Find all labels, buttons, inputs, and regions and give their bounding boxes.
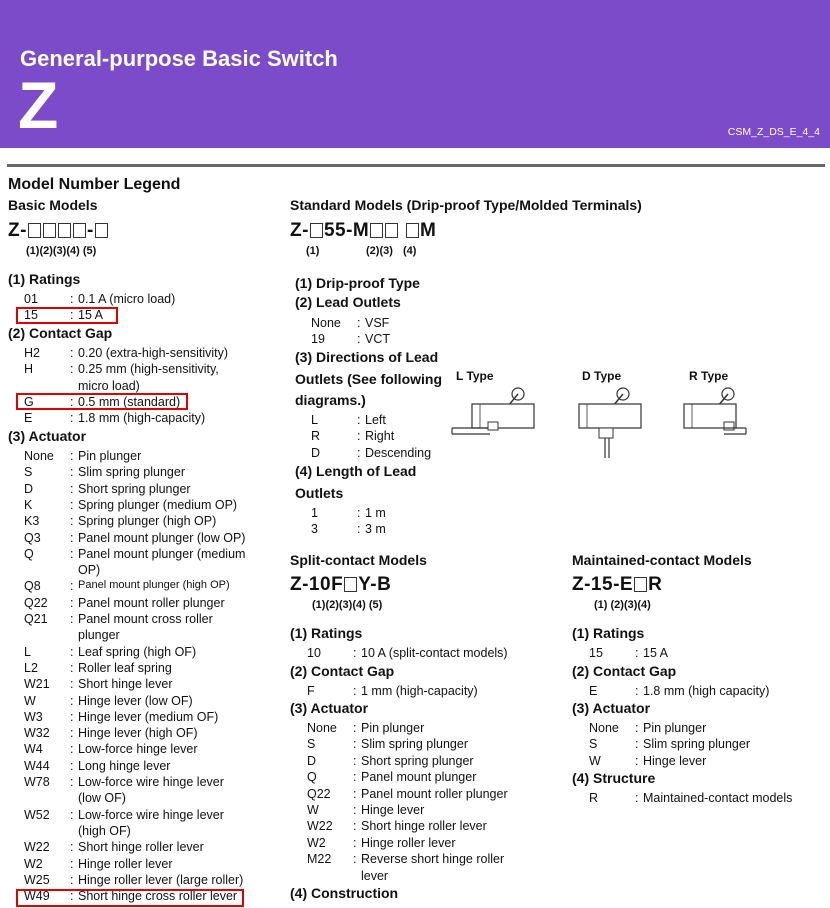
maintained-models-title: Maintained-contact Models bbox=[572, 552, 752, 568]
lead-outlet-separator: : bbox=[357, 332, 361, 346]
basic-model-nums: (1)(2)(3)(4) (5) bbox=[26, 245, 97, 257]
standard-models-title: Standard Models (Drip-proof Type/Molded Terminals) bbox=[290, 197, 642, 213]
basic-actuator-value: Hinge roller lever (large roller) bbox=[78, 872, 244, 887]
basic-actuator-key: Q22 bbox=[24, 595, 48, 610]
basic-ratings-title: (1) Ratings bbox=[8, 271, 81, 287]
split-actuator-separator: : bbox=[353, 721, 357, 735]
lead-length-separator: : bbox=[357, 506, 361, 520]
basic-actuator-separator: : bbox=[70, 449, 74, 463]
split-actuator-key: W22 bbox=[307, 819, 333, 834]
lead-length-key: 1 bbox=[311, 506, 318, 520]
basic-gap-key: H bbox=[24, 362, 34, 377]
standard-nums-2: (2)(3) bbox=[366, 245, 393, 257]
basic-actuator-key: L bbox=[24, 644, 31, 659]
basic-actuator-key: W49 bbox=[24, 889, 50, 904]
basic-actuator-separator: : bbox=[70, 497, 74, 512]
maintained-actuator-separator: : bbox=[635, 737, 639, 752]
basic-gap-separator: : bbox=[70, 362, 74, 377]
split-ratings-title: (1) Ratings bbox=[290, 625, 363, 641]
basic-gap-separator: : bbox=[70, 394, 74, 409]
basic-actuator-key: K3 bbox=[24, 514, 40, 529]
basic-actuator-value: Slim spring plunger bbox=[78, 465, 185, 480]
split-actuator-key: None bbox=[307, 721, 337, 735]
lead-outlet-key: 19 bbox=[311, 332, 325, 346]
basic-actuator-key: D bbox=[24, 481, 34, 496]
maintained-actuator-key: W bbox=[589, 753, 601, 768]
maintained-actuator-title: (3) Actuator bbox=[572, 700, 651, 716]
directions-title-3: diagrams.) bbox=[295, 392, 366, 408]
basic-actuator-key: Q bbox=[24, 546, 34, 561]
basic-actuator-value: Panel mount roller plunger bbox=[78, 595, 225, 610]
basic-gap-separator: : bbox=[70, 411, 74, 426]
lead-direction-key: D bbox=[311, 445, 321, 460]
split-actuator-value: Slim spring plunger bbox=[361, 737, 468, 752]
split-actuator-value: Hinge roller lever bbox=[361, 835, 456, 850]
maintained-gap-key: E bbox=[589, 684, 598, 698]
basic-actuator-separator: : bbox=[70, 514, 74, 529]
highlight-w49 bbox=[16, 889, 244, 907]
basic-actuator-key: None bbox=[24, 449, 54, 463]
maintained-actuator-key: None bbox=[589, 721, 619, 735]
split-actuator-value: Short hinge roller lever bbox=[361, 819, 487, 834]
basic-actuator-key: W78 bbox=[24, 775, 50, 789]
split-actuator-value: Short spring plunger bbox=[361, 753, 474, 768]
basic-actuator-key: W32 bbox=[24, 726, 50, 741]
basic-actuator-value: Long hinge lever bbox=[78, 758, 171, 773]
split-actuator-separator: : bbox=[353, 819, 357, 834]
basic-actuator-key: W2 bbox=[24, 856, 43, 871]
basic-actuator-separator: : bbox=[70, 856, 74, 871]
basic-actuator-separator: : bbox=[70, 872, 74, 887]
length-title-2: Outlets bbox=[295, 485, 344, 501]
basic-gap-value: 0.25 mm (high-sensitivity, bbox=[78, 362, 219, 377]
lead-direction-value: Left bbox=[365, 413, 386, 427]
basic-actuator-separator: : bbox=[70, 595, 74, 610]
split-actuator-separator: : bbox=[353, 852, 357, 867]
basic-actuator-value: Hinge lever (medium OF) bbox=[78, 709, 219, 724]
basic-actuator-value: Spring plunger (high OP) bbox=[78, 514, 217, 529]
basic-actuator-separator: : bbox=[70, 775, 74, 789]
maintained-actuator-separator: : bbox=[635, 753, 639, 768]
basic-actuator-value: Panel mount cross roller bbox=[78, 612, 213, 626]
lead-outlets-title: (2) Lead Outlets bbox=[295, 294, 401, 310]
split-rating-value: 10 A (split-contact models) bbox=[361, 646, 508, 660]
basic-actuator-separator: : bbox=[70, 693, 74, 708]
highlight-15a bbox=[16, 307, 118, 324]
basic-actuator-separator: : bbox=[70, 758, 74, 773]
basic-actuator-separator: : bbox=[70, 579, 74, 594]
header-banner bbox=[0, 0, 830, 148]
maintained-gap-separator: : bbox=[635, 684, 639, 698]
basic-actuator-key: Q3 bbox=[24, 530, 41, 545]
maintained-ratings-title: (1) Ratings bbox=[572, 625, 645, 641]
basic-rating-separator: : bbox=[70, 308, 74, 323]
lead-direction-separator: : bbox=[357, 413, 361, 427]
lead-outlet-key: None bbox=[311, 316, 341, 330]
basic-actuator-value: Panel mount plunger (medium bbox=[78, 546, 246, 561]
basic-actuator-value: Panel mount plunger (high OP) bbox=[78, 579, 230, 592]
standard-model-code: Z- 55-M M bbox=[290, 220, 437, 241]
divider bbox=[7, 164, 825, 167]
split-gap-title: (2) Contact Gap bbox=[290, 663, 395, 679]
split-actuator-separator: : bbox=[353, 753, 357, 768]
basic-rating-key: 15 bbox=[24, 308, 38, 323]
basic-actuator-value: Hinge lever (low OF) bbox=[78, 693, 193, 708]
r-type-diagram bbox=[680, 382, 750, 442]
basic-actuator-key: W bbox=[24, 693, 36, 708]
basic-actuator-key: W22 bbox=[24, 840, 50, 855]
basic-actuator-separator: : bbox=[70, 644, 74, 659]
split-actuator-value: Reverse short hinge roller bbox=[361, 852, 505, 867]
lead-length-value: 3 m bbox=[365, 522, 386, 536]
lead-direction-value: Right bbox=[365, 429, 395, 444]
r-type-label: R Type bbox=[689, 369, 729, 383]
length-title-1: (4) Length of Lead bbox=[295, 463, 417, 479]
split-actuator-value: Hinge lever bbox=[361, 803, 425, 817]
basic-actuator-value: Low-force hinge lever bbox=[78, 742, 198, 757]
maintained-actuator-value: Pin plunger bbox=[643, 721, 707, 735]
basic-rating-value: 15 A bbox=[78, 308, 104, 323]
lead-direction-key: L bbox=[311, 413, 318, 427]
basic-actuator-value: Short hinge lever bbox=[78, 677, 173, 692]
split-actuator-key: D bbox=[307, 753, 317, 768]
basic-actuator-value: Low-force wire hinge lever bbox=[78, 775, 224, 789]
legend-title: Model Number Legend bbox=[8, 176, 181, 193]
basic-actuator-separator: : bbox=[70, 742, 74, 757]
basic-actuator-value-cont: (high OF) bbox=[78, 823, 131, 838]
maintained-structure-separator: : bbox=[635, 791, 639, 805]
document-code: CSM_Z_DS_E_4_4 bbox=[727, 126, 820, 138]
basic-gap-separator: : bbox=[70, 346, 74, 360]
standard-nums-1: (1) bbox=[306, 245, 320, 257]
lead-length-key: 3 bbox=[311, 522, 318, 536]
lead-direction-value: Descending bbox=[365, 445, 432, 460]
d-type-label: D Type bbox=[582, 369, 622, 383]
directions-title-1: (3) Directions of Lead bbox=[295, 349, 439, 365]
split-actuator-key: Q bbox=[307, 770, 317, 785]
drip-proof-title: (1) Drip-proof Type bbox=[295, 275, 420, 291]
basic-actuator-separator: : bbox=[70, 709, 74, 724]
maintained-actuator-separator: : bbox=[635, 721, 639, 735]
split-gap-separator: : bbox=[353, 684, 357, 698]
basic-actuator-separator: : bbox=[70, 612, 74, 626]
split-model-code: Z-10F Y-B bbox=[290, 574, 392, 595]
maintained-structure-title: (4) Structure bbox=[572, 770, 656, 786]
basic-actuator-separator: : bbox=[70, 546, 74, 561]
basic-actuator-separator: : bbox=[70, 677, 74, 692]
maintained-gap-title: (2) Contact Gap bbox=[572, 663, 677, 679]
basic-rating-value: 0.1 A (micro load) bbox=[78, 292, 176, 306]
basic-actuator-separator: : bbox=[70, 481, 74, 496]
basic-actuator-title: (3) Actuator bbox=[8, 428, 87, 444]
basic-gap-value: 1.8 mm (high-capacity) bbox=[78, 411, 206, 426]
basic-gap-key: G bbox=[24, 394, 34, 409]
product-subtitle: General-purpose Basic Switch bbox=[20, 46, 338, 71]
basic-actuator-value: Panel mount plunger (low OP) bbox=[78, 530, 246, 545]
lead-length-separator: : bbox=[357, 522, 361, 536]
highlight-g bbox=[16, 393, 188, 410]
split-actuator-separator: : bbox=[353, 835, 357, 850]
maintained-structure-key: R bbox=[589, 791, 599, 805]
lead-direction-separator: : bbox=[357, 429, 361, 444]
basic-actuator-key: W21 bbox=[24, 677, 50, 692]
split-actuator-separator: : bbox=[353, 786, 357, 801]
lead-direction-key: R bbox=[311, 429, 321, 444]
basic-actuator-separator: : bbox=[70, 807, 74, 822]
basic-gap-key: H2 bbox=[24, 346, 40, 360]
basic-gap-value-cont: micro load) bbox=[78, 378, 140, 393]
basic-gap-title: (2) Contact Gap bbox=[8, 325, 113, 341]
basic-actuator-key: W3 bbox=[24, 709, 43, 724]
basic-actuator-value: Hinge lever (high OF) bbox=[78, 726, 198, 741]
split-actuator-value: Panel mount plunger bbox=[361, 770, 477, 785]
product-title: Z bbox=[18, 68, 59, 142]
basic-actuator-value: Low-force wire hinge lever bbox=[78, 807, 224, 822]
basic-actuator-value: Pin plunger bbox=[78, 449, 142, 463]
basic-rating-separator: : bbox=[70, 292, 74, 306]
basic-gap-key: E bbox=[24, 411, 33, 426]
maintained-gap-value: 1.8 mm (high capacity) bbox=[643, 684, 770, 698]
basic-actuator-value: Short spring plunger bbox=[78, 481, 191, 496]
basic-actuator-separator: : bbox=[70, 660, 74, 675]
lead-outlet-separator: : bbox=[357, 316, 361, 330]
split-model-nums: (1)(2)(3)(4) (5) bbox=[312, 599, 383, 611]
basic-actuator-separator: : bbox=[70, 726, 74, 741]
basic-actuator-key: K bbox=[24, 497, 33, 512]
maintained-actuator-value: Hinge lever bbox=[643, 753, 707, 768]
maintained-model-nums: (1) (2)(3)(4) bbox=[594, 599, 651, 611]
l-type-label: L Type bbox=[456, 369, 494, 383]
basic-actuator-value: Leaf spring (high OF) bbox=[78, 644, 197, 659]
maintained-rating-key: 15 bbox=[589, 646, 603, 660]
basic-actuator-value-cont: (low OF) bbox=[78, 791, 126, 806]
basic-actuator-value: Spring plunger (medium OP) bbox=[78, 497, 238, 512]
basic-actuator-separator: : bbox=[70, 889, 74, 904]
lead-length-value: 1 m bbox=[365, 506, 386, 520]
lead-outlet-value: VSF bbox=[365, 316, 390, 330]
d-type-diagram bbox=[575, 382, 645, 462]
split-models-title: Split-contact Models bbox=[290, 552, 427, 568]
basic-actuator-key: Q21 bbox=[24, 612, 48, 626]
split-rating-key: 10 bbox=[307, 646, 321, 660]
l-type-diagram bbox=[450, 382, 550, 442]
split-actuator-key: Q22 bbox=[307, 786, 331, 801]
basic-gap-value: 0.20 (extra-high-sensitivity) bbox=[78, 346, 229, 360]
basic-actuator-value-cont: plunger bbox=[78, 628, 120, 643]
maintained-model-code: Z-15-E R bbox=[572, 574, 663, 595]
basic-actuator-key: W25 bbox=[24, 872, 50, 887]
split-gap-value: 1 mm (high-capacity) bbox=[361, 684, 478, 698]
basic-rating-key: 01 bbox=[24, 292, 38, 306]
basic-actuator-separator: : bbox=[70, 465, 74, 480]
basic-actuator-separator: : bbox=[70, 530, 74, 545]
basic-actuator-value: Roller leaf spring bbox=[78, 660, 172, 675]
basic-actuator-key: Q8 bbox=[24, 579, 41, 594]
basic-model-code: Z- - bbox=[8, 220, 109, 242]
split-construction-title: (4) Construction bbox=[290, 885, 399, 901]
basic-actuator-value-cont: OP) bbox=[78, 563, 101, 578]
lead-outlet-value: VCT bbox=[365, 332, 390, 346]
lead-direction-separator: : bbox=[357, 445, 361, 460]
split-actuator-separator: : bbox=[353, 803, 357, 817]
split-actuator-value-cont: lever bbox=[361, 868, 389, 883]
split-actuator-key: W2 bbox=[307, 835, 326, 850]
basic-actuator-key: W44 bbox=[24, 758, 50, 773]
split-actuator-title: (3) Actuator bbox=[290, 700, 369, 716]
maintained-actuator-key: S bbox=[589, 737, 598, 752]
split-actuator-separator: : bbox=[353, 770, 357, 785]
maintained-structure-value: Maintained-contact models bbox=[643, 791, 793, 805]
split-gap-key: F bbox=[307, 684, 315, 698]
basic-actuator-key: L2 bbox=[24, 660, 38, 675]
split-rating-separator: : bbox=[353, 646, 357, 660]
basic-models-title: Basic Models bbox=[8, 197, 98, 213]
standard-nums-3: (4) bbox=[403, 245, 417, 257]
basic-actuator-value: Short hinge roller lever bbox=[78, 840, 204, 855]
basic-actuator-key: W4 bbox=[24, 742, 43, 757]
basic-actuator-separator: : bbox=[70, 840, 74, 855]
basic-actuator-key: W52 bbox=[24, 807, 50, 822]
maintained-rating-separator: : bbox=[635, 646, 639, 660]
split-actuator-value: Panel mount roller plunger bbox=[361, 786, 508, 801]
directions-title-2: Outlets (See following bbox=[295, 371, 443, 387]
basic-actuator-value: Hinge roller lever bbox=[78, 856, 173, 871]
maintained-actuator-value: Slim spring plunger bbox=[643, 737, 750, 752]
basic-gap-value: 0.5 mm (standard) bbox=[78, 394, 181, 409]
basic-actuator-key: S bbox=[24, 465, 33, 480]
split-actuator-key: W bbox=[307, 803, 319, 817]
split-actuator-value: Pin plunger bbox=[361, 721, 425, 735]
maintained-rating-value: 15 A bbox=[643, 646, 669, 660]
split-actuator-separator: : bbox=[353, 737, 357, 752]
split-actuator-key: M22 bbox=[307, 852, 332, 867]
split-actuator-key: S bbox=[307, 737, 316, 752]
basic-actuator-value: Short hinge cross roller lever bbox=[78, 889, 238, 904]
